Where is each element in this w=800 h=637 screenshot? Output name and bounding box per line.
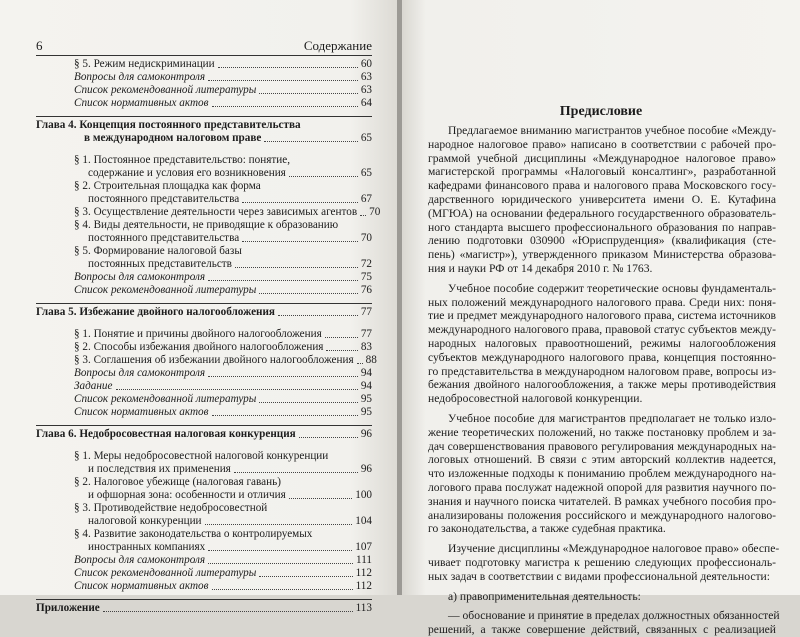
toc-page-number: 70 (369, 206, 381, 218)
toc-dot-leader (259, 93, 357, 94)
spacer (36, 145, 372, 154)
toc-page-number: 76 (360, 284, 372, 296)
toc-entry-text: Глава 6. Недобросовестная налоговая конкуренция (36, 428, 296, 440)
text-line: ного стандарта высшего профессионального образования по направ- (428, 220, 776, 234)
toc-page-number: 88 (365, 354, 377, 366)
toc-entry-text: Список рекомендованной литературы (74, 284, 257, 296)
text-line: пень) «магистр»), утвержденного приказом Министерства образова- (428, 248, 776, 262)
toc-entry-text: Список рекомендованной литературы (74, 84, 257, 96)
toc-entry-text: Вопросы для самоконтроля (74, 71, 206, 83)
toc-entry (36, 271, 372, 284)
toc-entry-text: § 4. Развитие законодательства о контролируемых (74, 528, 313, 540)
paragraph (428, 609, 780, 637)
toc-page-number: 65 (360, 167, 372, 179)
text-line: граммой учебной дисциплины «Международное налоговое право» (428, 151, 776, 165)
toc-dot-leader (360, 215, 366, 216)
toc-entry-text: иностранных компаниях (88, 541, 206, 553)
toc-page-number: 113 (355, 602, 372, 614)
toc-entry (36, 306, 372, 319)
toc-dot-leader (278, 315, 358, 316)
toc-dot-leader (218, 67, 358, 68)
toc-entry-text: Вопросы для самоконтроля (74, 271, 206, 283)
toc-entry-text: Список рекомендованной литературы (74, 393, 257, 405)
toc-entry-text: Задание (74, 380, 113, 392)
toc-page-number: 72 (360, 258, 372, 270)
toc-entry (36, 258, 372, 271)
text-line: недобросовестной налоговой конкуренции. (428, 392, 643, 406)
toc-entry (36, 406, 372, 419)
text-line: знания и научного поиска читателей. В рамках учебного пособия про- (428, 494, 776, 508)
text-line: международного налогового права, правовой статус субъектов между- (428, 323, 776, 337)
text-line: го представительства в международном налоговом праве, вопросы из- (428, 364, 776, 378)
toc-entry (36, 393, 372, 406)
toc-dot-leader (212, 415, 358, 416)
toc-dot-leader (289, 498, 352, 499)
right-page-preface (402, 0, 800, 637)
toc-dot-leader (208, 80, 358, 81)
toc-dot-leader (242, 202, 358, 203)
toc-entry-text: Приложение (36, 602, 100, 614)
toc-dot-leader (326, 350, 357, 351)
section-rule (36, 599, 372, 600)
page-number: 6 (36, 38, 43, 53)
toc-entry (36, 84, 372, 97)
toc-page-number: 95 (360, 393, 372, 405)
toc-entry-text: Список нормативных актов (74, 97, 209, 109)
spacer (36, 441, 372, 450)
toc-page-number: 96 (360, 428, 372, 440)
toc-page-number: 77 (360, 306, 372, 318)
toc-entry (36, 428, 372, 441)
toc-entry (36, 463, 372, 476)
toc-entry (36, 380, 372, 393)
toc-entry-text: постоянного представительства (88, 232, 240, 244)
toc-dot-leader (212, 589, 353, 590)
toc-dot-leader (264, 141, 357, 142)
toc-entry-text: § 5. Формирование налоговой базы (74, 245, 242, 257)
toc-dot-leader (242, 241, 358, 242)
toc-entry-text: содержание и условия его возникновения (88, 167, 286, 179)
text-line: народных налоговых правоотношений, режимы налогообложения (428, 336, 776, 350)
text-line: что изложенные подходы к пониманию проблем международного на- (428, 467, 776, 481)
toc-dot-leader (208, 376, 358, 377)
text-line: народное налоговое право» написано в соответствии с рабочей про- (428, 137, 776, 151)
toc-dot-leader (289, 176, 358, 177)
toc-dot-leader (325, 337, 358, 338)
text-line: субъектов международного налогового права, концепция постоянно- (428, 350, 776, 364)
text-line: жение теоретических положений, но также постановку проблем и за- (428, 425, 776, 439)
toc-page-number: 77 (360, 328, 372, 340)
spacer (36, 319, 372, 328)
paragraph (428, 542, 780, 583)
toc-entry-text: в международном налоговом праве (84, 132, 262, 144)
toc-entry (36, 206, 381, 219)
toc-page-number: 111 (356, 554, 372, 566)
section-rule (36, 425, 372, 426)
toc-dot-leader (234, 472, 358, 473)
toc-entry (36, 341, 372, 354)
text-line: дач совершенствования правового регулирования международных на- (428, 439, 776, 453)
toc-page-number: 107 (355, 541, 372, 553)
text-line: го законодательства, а также судебная практика. (428, 522, 666, 536)
preface-title: Предисловие (559, 104, 643, 119)
text-line: — обоснование и принятие в пределах должностных обязанностей (448, 609, 780, 623)
running-title: Содержание (303, 38, 372, 53)
toc-entry-text: налоговой конкуренции (88, 515, 202, 527)
toc-entry-text: § 5. Режим недискриминации (74, 58, 215, 70)
toc-page-number: 94 (360, 380, 372, 392)
text-line: дарственного юридического университета имени О. Е. Кутафина (428, 192, 776, 206)
toc-dot-leader (259, 402, 357, 403)
toc-entry-text: Вопросы для самоконтроля (74, 367, 206, 379)
toc-entry-text: постоянных представительств (88, 258, 232, 270)
text-line: (МГЮА) на основании федерального государственного образователь- (428, 206, 776, 220)
toc-page-number: 65 (360, 132, 372, 144)
toc-page-number: 83 (360, 341, 372, 353)
toc-entry-text: § 2. Способы избежания двойного налогообложения (74, 341, 324, 353)
toc-page-number: 100 (355, 489, 372, 501)
list-item-a: а) правоприменительная деятельность: (448, 589, 641, 603)
toc-dot-leader (116, 389, 358, 390)
text-line: ных задач в соответствии с видами профессиональной деятельности: (428, 569, 770, 583)
toc-dot-leader (208, 550, 352, 551)
toc-entry-text: Вопросы для самоконтроля (74, 554, 206, 566)
toc-entry (36, 367, 372, 380)
toc-entry-text: § 2. Налоговое убежище (налоговая гавань) (74, 476, 281, 488)
text-line: тие и предмет международного налогового права, система источников (428, 309, 776, 323)
text-line: Предлагаемое вниманию магистрантов учебное пособие «Между- (448, 124, 776, 137)
toc-entry-text: § 1. Постоянное представительство: понятие, (74, 154, 290, 166)
text-line: Изучение дисциплины «Международное налоговое право» обеспе- (448, 542, 780, 556)
toc-page-number: 104 (355, 515, 372, 527)
toc-entry (36, 167, 372, 180)
toc-page-number: 67 (360, 193, 372, 205)
toc-entry-text: Глава 5. Избежание двойного налогообложения (36, 306, 275, 318)
text-line: логового права послужат надежной опорой для развития научного по- (428, 480, 776, 494)
toc-entry (36, 567, 372, 580)
preface-body (428, 124, 780, 637)
toc-entry (36, 602, 372, 615)
toc-entry (36, 232, 372, 245)
toc-entry-text: § 1. Меры недобросовестной налоговой конкуренции (74, 450, 329, 462)
toc-page-number: 70 (360, 232, 372, 244)
toc-dot-leader (299, 437, 358, 438)
text-line: ния и науки РФ от 14 декабря 2010 г. № 1763. (428, 261, 653, 275)
toc-entry (36, 328, 372, 341)
toc-entry (36, 193, 372, 206)
section-rule (36, 303, 372, 304)
toc-entry-text: и последствия их применения (88, 463, 231, 475)
toc-entry (36, 58, 372, 71)
toc-page-number: 112 (355, 567, 372, 579)
paragraph (428, 124, 776, 276)
toc-entry-text: Список нормативных актов (74, 406, 209, 418)
toc-entry-text: § 3. Осуществление деятельности через зависимых агентов (74, 206, 358, 218)
toc-dot-leader (103, 611, 353, 612)
toc-entry-text: § 3. Противодействие недобросовестной (74, 502, 268, 514)
toc-entry (36, 554, 372, 567)
toc-entry-text: и офшорная зона: особенности и отличия (88, 489, 286, 501)
toc-dot-leader (259, 293, 357, 294)
left-page-contents (0, 0, 398, 614)
text-line: кафедрами финансового права и налогового права Московского госу- (428, 179, 776, 193)
toc-entry (36, 354, 377, 367)
toc-page-number: 112 (355, 580, 372, 592)
toc-entry-text: § 1. Понятие и причины двойного налогообложения (74, 328, 322, 340)
toc-dot-leader (205, 524, 353, 525)
toc-entry (36, 580, 372, 593)
text-line: магистерской программы «Налоговый консалтинг», разработанной (428, 165, 776, 179)
toc-dot-leader (208, 280, 358, 281)
toc-entry-text: § 4. Виды деятельности, не приводящие к образованию (74, 219, 339, 231)
toc-page-number: 60 (360, 58, 372, 70)
text-line: чивает подготовку магистра к решению следующих профессиональ- (428, 555, 776, 569)
text-line: логовых отношений. В связи с этим авторский коллектив надеется, (428, 453, 776, 467)
toc-page-number: 94 (360, 367, 372, 379)
toc-entry (36, 515, 372, 528)
toc-page-number: 63 (360, 71, 372, 83)
toc-entry-text: постоянного представительства (88, 193, 240, 205)
section-rule (36, 116, 372, 117)
table-of-contents (36, 58, 381, 615)
toc-entry (36, 132, 372, 145)
toc-entry-text: Список рекомендованной литературы (74, 567, 257, 579)
toc-dot-leader (208, 563, 353, 564)
paragraph (428, 412, 776, 536)
text-line: Учебное пособие для магистрантов предполагает не только изло- (448, 411, 776, 425)
toc-dot-leader (235, 267, 358, 268)
toc-dot-leader (357, 363, 363, 364)
text-line: лению подготовки 030900 «Юриспруденция» (квалификация (сте- (428, 234, 776, 248)
toc-entry (36, 541, 372, 554)
text-line: решений, а также совершение действий, связанных с реализацией (428, 623, 776, 637)
toc-page-number: 63 (360, 84, 372, 96)
text-line: бежания двойного налогообложения, а также меры противодействия (428, 378, 776, 392)
toc-entry-text: Глава 4. Концепция постоянного представительства (36, 119, 301, 131)
text-line: Учебное пособие содержит теоретические основы фундаменталь- (448, 281, 776, 295)
toc-page-number: 75 (360, 271, 372, 283)
header-rule (36, 55, 372, 56)
toc-entry (36, 284, 372, 297)
toc-entry (36, 489, 372, 502)
toc-page-number: 95 (360, 406, 372, 418)
toc-page-number: 64 (360, 97, 372, 109)
toc-entry-text: Список нормативных актов (74, 580, 209, 592)
toc-dot-leader (259, 576, 352, 577)
text-line: анализированы положения российского и международного налогово- (428, 508, 776, 522)
toc-entry-text: § 2. Строительная площадка как форма (74, 180, 261, 192)
paragraph (428, 282, 776, 406)
toc-entry-text: § 3. Соглашения об избежании двойного налогообложения (74, 354, 354, 366)
toc-entry (36, 71, 372, 84)
toc-entry (36, 97, 372, 110)
toc-dot-leader (212, 106, 358, 107)
toc-page-number: 96 (360, 463, 372, 475)
text-line: ных положений международного налогового права. Среди них: поня- (428, 295, 776, 309)
